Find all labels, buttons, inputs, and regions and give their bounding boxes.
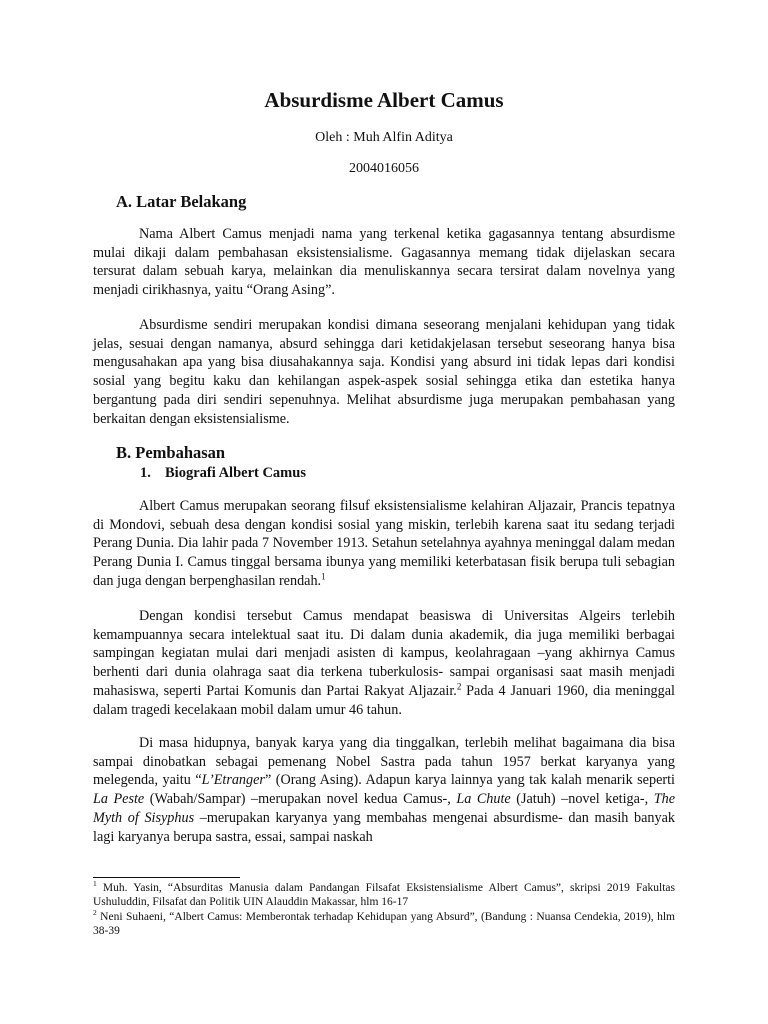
footnote-marker: 1 <box>93 879 97 889</box>
work-title: La Peste <box>93 791 145 808</box>
section-b-paragraph-1 <box>93 497 675 591</box>
paragraph-text: Di masa hidupnya, banyak karya yang dia tinggalkan, terlebih melihat bagaimana dia bisa sampai dinobatkan sebagai pemenang Nobel Sastra pada tahun 1957 berkat karyanya yang melegenda, yaitu “ <box>93 735 675 789</box>
footnote-1 <box>93 881 675 910</box>
paragraph-text: ” (Orang Asing). Adapun karya lainnya yang tak kalah menarik seperti <box>264 772 675 789</box>
footnote-text: Neni Suhaeni, “Albert Camus: Memberontak terhadap Kehidupan yang Absurd”, (Bandung : Nuansa Cendekia, 2019), hlm 38-39 <box>93 911 675 938</box>
subsection-number: 1. <box>140 465 151 481</box>
work-title: L’Etranger <box>201 772 265 789</box>
footnote-2 <box>93 910 675 939</box>
footnote-reference: 2 <box>456 681 462 692</box>
paragraph-text: Albert Camus merupakan seorang filsuf eksistensialisme kelahiran Aljazair, Prancis tepatnya di Mondovi, sebuah desa dengan kondisi sosial yang miskin, terlebih karena saat itu sedang terjadi Perang Dunia. Dia lahir pada 7 November 1913. Setahun setelahnya ayahnya meninggal dalam medan Perang Dunia I. Camus tinggal bersama ibunya yang memiliki keterbatasan fisik berupa tuli sebagian dan juga dengan berpenghasilan rendah. <box>93 498 675 589</box>
section-b-paragraph-2 <box>93 607 675 719</box>
author-line: Oleh : Muh Alfin Aditya <box>315 130 453 145</box>
section-b-paragraph-3 <box>93 734 675 846</box>
subsection-title: Biografi Albert Camus <box>165 465 306 481</box>
footnote-separator <box>93 877 240 878</box>
footnote-text: Muh. Yasin, “Absurditas Manusia dalam Pandangan Filsafat Eksistensialisme Albert Camus”, skripsi 2019 Fakultas Ushuluddin, Filsafat dan Politik UIN Alauddin Makassar, hlm 16-17 <box>93 882 675 909</box>
section-a-paragraph-2: Absurdisme sendiri merupakan kondisi dimana seseorang menjalani kehidupan yang tidak jelas, sesuai dengan namanya, absurd sehingga dari ketidakjelasan tersebut seseorang hanya bisa mengusahakan apa yang bisa diusahakannya saja. Kondisi yang absurd ini tidak lepas dari kondisi sosial yang begitu kaku dan kehilangan aspek-aspek sosial sehingga etika dan estetika hanya bergantung pada diri sendiri sepenuhnya. Melihat absurdisme juga merupakan pembahasan yang berkaitan dengan eksistensialisme. <box>93 317 675 427</box>
section-a-paragraph-1: Nama Albert Camus menjadi nama yang terkenal ketika gagasannya tentang absurdisme mulai dikaji dalam pembahasan eksistensialisme. Gagasannya memang tidak dijelaskan secara tersurat dalam sebuah karya, melainkan dia menuliskannya secara tersirat dalam novelnya yang menjadi cirikhasnya, yaitu “Orang Asing”. <box>93 226 675 299</box>
footnote-reference: 1 <box>321 571 326 582</box>
subsection-heading <box>140 465 306 482</box>
paragraph-text: (Wabah/Sampar) –merupakan novel kedua Camus-, <box>144 791 457 808</box>
section-b-heading: B. Pembahasan <box>116 443 226 462</box>
section-a-heading: A. Latar Belakang <box>116 192 247 211</box>
document-title: Absurdisme Albert Camus <box>264 88 504 112</box>
footnote-marker: 2 <box>93 908 97 918</box>
student-id: 2004016056 <box>349 161 419 176</box>
work-title: The Myth of Sisyphus <box>93 791 675 826</box>
paragraph-text: Dengan kondisi tersebut Camus mendapat beasiswa di Universitas Algeirs terlebih kemampuannya secara intelektual saat itu. Di dalam dunia akademik, dia juga memiliki berbagai sampingan kegiatan mulai dari menjadi asisten di kampus, keolahragaan –yang akhirnya Camus berhenti dari dunia olahraga saat dia terkena tuberkulosis- sampai organisasi saat masih menjadi mahasiswa, seperti Partai Komunis dan Partai Rakyat Aljazair. <box>93 608 675 699</box>
work-title: La Chute <box>456 791 511 808</box>
paragraph-text: (Jatuh) –novel ketiga-, <box>510 791 654 808</box>
paragraph-text: Pada 4 Januari 1960, dia meninggal dalam tragedi kecelakaan mobil dalam umur 46 tahun. <box>93 682 675 718</box>
paragraph-text: –merupakan karyanya yang membahas mengenai absurdisme- dan masih banyak lagi karyanya berupa sastra, essai, sampai naskah <box>93 809 675 845</box>
